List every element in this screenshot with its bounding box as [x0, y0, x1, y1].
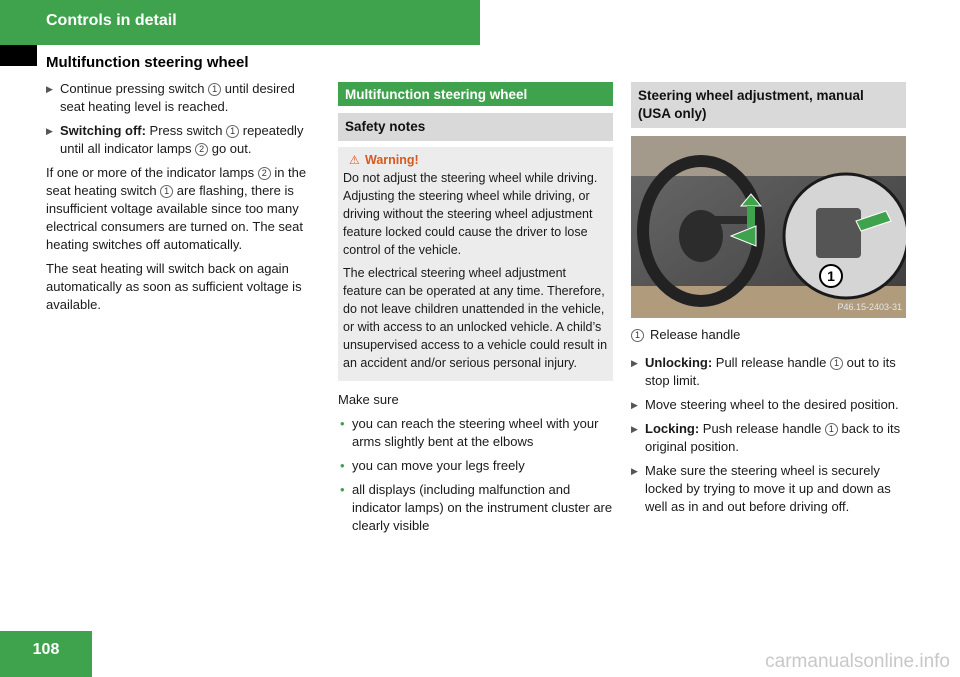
callout-number: 1	[825, 423, 838, 436]
make-sure-label: Make sure	[338, 392, 399, 407]
bullet-item: • you can move your legs freely	[340, 458, 525, 473]
warning-triangle-icon: ⚠	[349, 153, 360, 167]
body-paragraph: If one or more of the indicator lamps 2 in the seat heating switch 1 are flashing, there is insufficient voltage available since too many electrical consumers are turned on. The seat heating switches off automatically.	[46, 165, 307, 252]
section-title: Controls in detail	[46, 12, 177, 29]
warning-text: Do not adjust the steering wheel while driving. Adjusting the steering wheel while driving, or driving without the steering wheel adjustment feature locked could cause the driver to lose control of the vehicle.	[343, 171, 598, 257]
callout-number: 1	[208, 83, 221, 96]
page-number: 108	[32, 641, 60, 658]
instruction-step: ▶ Locking: Push release handle 1 back to its original position.	[631, 421, 901, 454]
bullet-item: • all displays (including malfunction and indicator lamps) on the instrument cluster are clearly visible	[340, 482, 613, 533]
column-right	[631, 80, 906, 522]
warning-box	[338, 147, 613, 381]
instruction-step: ▶ Unlocking: Pull release handle 1 out to its stop limit.	[631, 355, 896, 388]
body-paragraph: The seat heating will switch back on again automatically as soon as sufficient voltage is available.	[46, 261, 302, 312]
steering-wheel-illustration	[631, 136, 906, 318]
warning-title: Warning!	[365, 153, 419, 167]
arrow-right-icon: ▶	[631, 424, 638, 434]
bullet-dot-icon: •	[340, 482, 345, 497]
callout-number: 2	[258, 167, 271, 180]
arrow-right-icon: ▶	[631, 400, 638, 410]
header-marker	[0, 45, 37, 66]
legend-item: 1 Release handle	[631, 326, 906, 344]
column-left	[46, 80, 322, 320]
warning-text: The electrical steering wheel adjustment feature can be operated at any time. Therefore, do not leave children unattended in the vehicle, or with access to an unlocked vehicle. A child’s unsupervised access to a vehicle could result in an accident and/or serious personal injury.	[343, 266, 608, 370]
bullet-item: • you can reach the steering wheel with your arms slightly bent at the elbows	[340, 416, 599, 449]
steering-wheel-photo	[631, 136, 906, 318]
bullet-dot-icon: •	[340, 416, 345, 431]
instruction-step: ▶ Continue pressing switch 1 until desired seat heating level is reached.	[46, 81, 295, 114]
callout-number: 1	[226, 125, 239, 138]
section-heading: Steering wheel adjustment, manual (USA only)	[631, 82, 906, 128]
image-code: P46.15-2403-31	[837, 302, 902, 312]
callout-number: 1	[160, 185, 173, 198]
arrow-right-icon: ▶	[631, 466, 638, 476]
page-title: Multifunction steering wheel	[46, 54, 249, 71]
bullet-dot-icon: •	[340, 458, 345, 473]
section-heading: Multifunction steering wheel	[338, 82, 613, 106]
column-middle	[338, 80, 613, 541]
arrow-right-icon: ▶	[46, 84, 53, 94]
arrow-right-icon: ▶	[46, 126, 53, 136]
arrow-right-icon: ▶	[631, 358, 638, 368]
callout-number: 2	[195, 143, 208, 156]
subsection-heading: Safety notes	[338, 113, 613, 141]
watermark: carmanualsonline.info	[765, 651, 950, 672]
instruction-step: ▶ Make sure the steering wheel is securely locked by trying to move it up and down as well as in and out before driving off.	[631, 463, 891, 514]
callout-number: 1	[631, 329, 644, 342]
instruction-step: ▶ Switching off: Press switch 1 repeatedly until all indicator lamps 2 go out.	[46, 123, 304, 156]
instruction-step: ▶ Move steering wheel to the desired position.	[631, 397, 899, 412]
image-callout-number: 1	[827, 268, 835, 284]
callout-number: 1	[830, 357, 843, 370]
